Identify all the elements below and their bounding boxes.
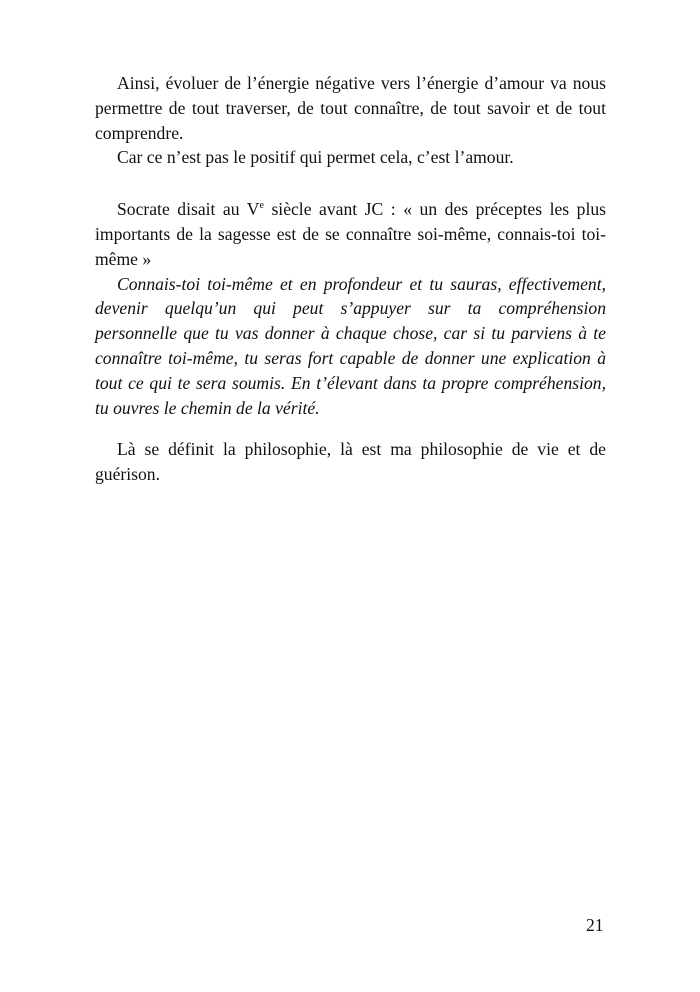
text-line: connaître toi-même, tu seras fort capable de donner une explication à xyxy=(95,347,606,368)
paragraph-car xyxy=(95,145,606,170)
text-segment: siècle avant JC : « un des préceptes les plus xyxy=(263,199,606,220)
paragraph-italic-quote xyxy=(95,272,606,421)
text-line: tout ce qui te sera soumis. En t’élevant dans ta propre compréhension, xyxy=(95,372,606,393)
text-line: même » xyxy=(95,248,152,269)
text-line xyxy=(95,197,606,222)
text-line: comprendre. xyxy=(95,122,184,143)
text-line: Car ce n’est pas le positif qui permet cela, c’est l’amour. xyxy=(117,147,514,168)
text-line: Connais-toi toi-même et en profondeur et tu sauras, effectivement, xyxy=(117,273,606,294)
superscript: e xyxy=(259,200,264,212)
text-line: importants de la sagesse est de se connaître soi-même, connais-toi toi- xyxy=(95,223,606,244)
text-line: Ainsi, évoluer de l’énergie négative vers l’énergie d’amour va nous xyxy=(117,73,606,93)
text-line: permettre de tout traverser, de tout connaître, de tout savoir et de tout xyxy=(95,97,606,118)
text-line: Là se définit la philosophie, là est ma philosophie de vie et de xyxy=(117,439,606,460)
text-segment: Socrate disait au V xyxy=(117,199,260,220)
paragraph-philosophie xyxy=(95,437,606,487)
text-line: personnelle que tu vas donner à chaque chose, car si tu parviens à te xyxy=(95,323,606,344)
text-line: devenir quelqu’un qui peut s’appuyer sur ta compréhension xyxy=(95,298,606,319)
text-line: tu ouvres le chemin de la vérité. xyxy=(95,397,320,418)
page-number: 21 xyxy=(586,915,604,935)
page-body xyxy=(95,71,606,487)
paragraph-ainsi xyxy=(95,71,606,145)
paragraph-socrate xyxy=(95,197,606,271)
text-line: guérison. xyxy=(95,464,160,485)
